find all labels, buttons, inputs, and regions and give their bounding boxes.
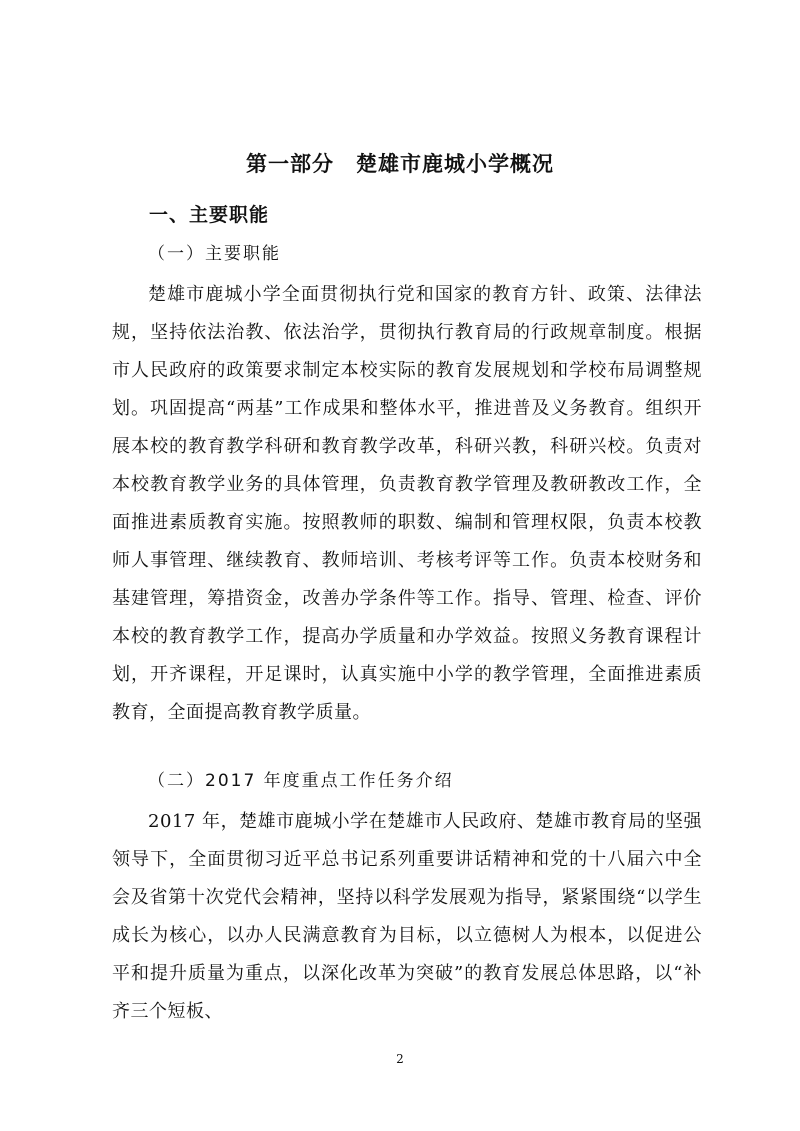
document-title: 第一部分 楚雄市鹿城小学概况 xyxy=(246,152,554,176)
key-tasks-paragraph: 2017 年，楚雄市鹿城小学在楚雄市人民政府、楚雄市教育局的坚强领导下，全面贯彻习近平总书记系列重要讲话精神和党的十八届六中全会及省第十次党代会精神，坚持以科学发展观为指导，紧紧围绕“以学生成长为核心，以办人民满意教育为目标，以立德树人为根本，以促进公平和提升质量为重点，以深化改革为突破”的教育发展总体思路，以“补齐三个短板、 xyxy=(112,811,702,1022)
section-heading-main-functions: 一、主要职能 xyxy=(149,204,270,226)
page-number: 2 xyxy=(396,1052,404,1066)
subsection-heading-main-functions: （一）主要职能 xyxy=(148,244,281,264)
subsection-heading-2017-key-tasks: （二）2017 年度重点工作任务介绍 xyxy=(148,771,454,791)
main-functions-paragraph: 楚雄市鹿城小学全面贯彻执行党和国家的教育方针、政策、法律法规，坚持依法治教、依法治学，贯彻执行教育局的行政规章制度。根据市人民政府的政策要求制定本校实际的教育发展规划和学校布局调整规划。巩固提高“两基”工作成果和整体水平，推进普及义务教育。组织开展本校的教育教学科研和教育教学改革，科研兴教，科研兴校。负责对本校教育教学业务的具体管理，负责教育教学管理及教研教改工作，全面推进素质教育实施。按照教师的职数、编制和管理权限，负责本校教师人事管理、继续教育、教师培训、考核考评等工作。负责本校财务和基建管理，筹措资金，改善办学条件等工作。指导、管理、检查、评价本校的教育教学工作，提高办学质量和办学效益。按照义务教育课程计划，开齐课程，开足课时，认真实施中小学的教学管理，全面推进素质教育，全面提高教育教学质量。 xyxy=(112,284,702,723)
